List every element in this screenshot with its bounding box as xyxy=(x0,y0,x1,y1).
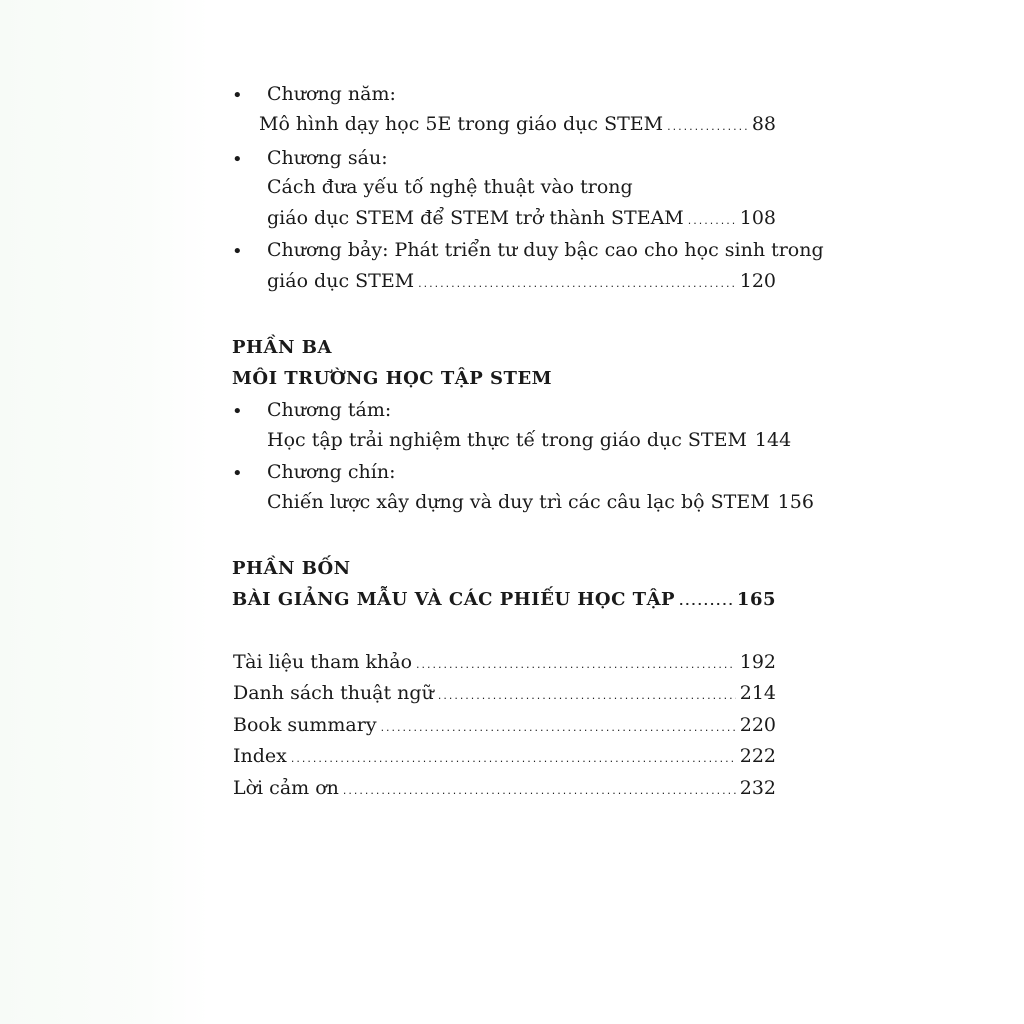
toc-entry-title: Học tập trải nghiệm thực tế trong giáo dục STEM xyxy=(267,429,747,451)
bullet: • xyxy=(232,241,243,262)
toc-entry-part-4[interactable] xyxy=(232,588,776,614)
part-3-title: MÔI TRƯỜNG HỌC TẬP STEM xyxy=(232,368,553,389)
toc-entry-page: 165 xyxy=(736,589,776,610)
toc-entry-title: giáo dục STEM xyxy=(267,270,415,292)
toc-entry-page: 108 xyxy=(739,207,776,229)
chapter-6-heading: Chương sáu: xyxy=(267,147,388,169)
dot-leader xyxy=(416,653,736,677)
toc-entry-chapter-7[interactable] xyxy=(267,269,776,296)
dot-leader xyxy=(688,209,736,233)
toc-entry-title: BÀI GIẢNG MẪU VÀ CÁC PHIẾU HỌC TẬP xyxy=(232,589,676,610)
part-4-label: PHẦN BỐN xyxy=(232,558,351,579)
bullet: • xyxy=(232,463,243,484)
chapter-7-title-line1: Chương bảy: Phát triển tư duy bậc cao cho học sinh trong xyxy=(267,239,824,261)
toc-entry-chapter-8[interactable] xyxy=(267,428,792,455)
toc-entry-title: Index xyxy=(233,745,287,767)
toc-entry-title: Mô hình dạy học 5E trong giáo dục STEM xyxy=(259,113,664,135)
bullet: • xyxy=(232,401,243,422)
toc-entry-page: 214 xyxy=(739,682,776,704)
dot-leader xyxy=(381,716,736,740)
toc-entry-page: 232 xyxy=(739,777,776,799)
dot-leader xyxy=(343,779,736,803)
toc-entry-glossary[interactable] xyxy=(233,681,776,708)
bullet: • xyxy=(232,85,243,106)
chapter-9-heading: Chương chín: xyxy=(267,461,396,483)
toc-entry-page: 120 xyxy=(739,270,776,292)
toc-entry-page: 144 xyxy=(754,429,792,451)
toc-entry-chapter-9[interactable] xyxy=(267,490,814,517)
toc-entry-title: Lời cảm ơn xyxy=(233,777,339,799)
toc-entry-chapter-5[interactable] xyxy=(259,112,776,139)
dot-leader xyxy=(418,272,736,296)
dot-leader xyxy=(291,747,736,771)
dot-leader xyxy=(679,590,733,614)
toc-entry-page: 88 xyxy=(751,113,776,135)
toc-entry-title: Book summary xyxy=(233,714,377,736)
dot-leader xyxy=(438,684,736,708)
toc-entry-chapter-6[interactable] xyxy=(267,206,776,233)
chapter-8-heading: Chương tám: xyxy=(267,399,392,421)
toc-entry-page: 156 xyxy=(777,491,814,513)
toc-entry-page: 220 xyxy=(739,714,776,736)
toc-entry-page: 192 xyxy=(739,651,776,673)
dot-leader xyxy=(667,115,748,139)
chapter-6-title-line1: Cách đưa yếu tố nghệ thuật vào trong xyxy=(267,176,633,198)
toc-entry-title: Danh sách thuật ngữ xyxy=(233,682,434,704)
toc-entry-page: 222 xyxy=(739,745,776,767)
toc-entry-index[interactable] xyxy=(233,744,776,771)
toc-entry-references[interactable] xyxy=(233,650,776,677)
toc-entry-title: giáo dục STEM để STEM trở thành STEAM xyxy=(267,207,684,229)
toc-entry-book-summary[interactable] xyxy=(233,713,776,740)
bullet: • xyxy=(232,149,243,170)
toc-entry-title: Chiến lược xây dựng và duy trì các câu lạc bộ STEM xyxy=(267,491,770,513)
chapter-5-heading: Chương năm: xyxy=(267,83,396,105)
toc-entry-acknowledgements[interactable] xyxy=(233,776,776,803)
part-3-label: PHẦN BA xyxy=(232,337,332,358)
toc-entry-title: Tài liệu tham khảo xyxy=(233,651,413,673)
